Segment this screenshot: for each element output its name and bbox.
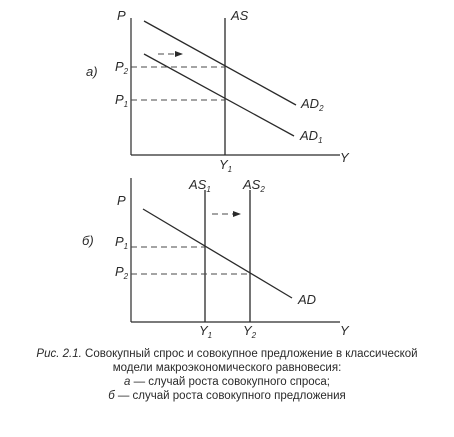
caption-line-3-text: — случай роста совокупного спроса; <box>130 376 330 388</box>
panel-a-ad2-curve <box>144 21 296 105</box>
figure-caption <box>20 347 434 403</box>
panel-a <box>86 8 350 174</box>
panel-b-axis-y-label: Y <box>340 323 349 338</box>
panel-b-ad-curve <box>143 209 292 298</box>
caption-figure-label: Рис. 2.1. <box>36 348 82 360</box>
panel-b <box>82 177 350 340</box>
caption-line-3 <box>20 375 434 389</box>
caption-line-1 <box>20 347 434 361</box>
panel-a-axis-p-label: P <box>117 8 126 23</box>
panel-b-axis-p-label: P <box>117 193 126 208</box>
panel-a-ad1-curve <box>144 54 294 136</box>
panel-b-as2-label: $AS_2$ <box>243 177 265 194</box>
panel-a-as-label: AS <box>231 8 249 23</box>
panel-b-p1-label: $P_1$ <box>115 234 129 251</box>
panel-b-as1-label: $AS_1$ <box>189 177 211 194</box>
caption-line-2: модели макроэкономического равновесия: <box>112 362 342 374</box>
caption-line-4 <box>20 389 434 403</box>
panel-a-y1-label: $Y_1$ <box>219 157 233 174</box>
panel-b-tag: б) <box>82 233 94 248</box>
caption-line-4-text: — случай роста совокупного предложения <box>114 390 346 402</box>
caption-line-4-letter: б <box>108 390 115 402</box>
panel-a-axis-y-label: Y <box>340 150 349 165</box>
panel-a-p2-label: $P_2$ <box>115 59 129 76</box>
caption-line-3-letter: а <box>124 376 131 388</box>
caption-line-1-text: Совокупный спрос и совокупное предложение в классической <box>81 348 418 360</box>
panel-a-tag: а) <box>86 64 98 79</box>
panel-a-p1-label: $P_1$ <box>115 92 129 109</box>
panel-b-y2-label: $Y_2$ <box>243 323 257 340</box>
panel-a-ad2-label: $AD_2$ <box>301 96 324 113</box>
panel-a-ad1-label: $AD_1$ <box>300 128 323 145</box>
panel-b-p2-label: $P_2$ <box>115 264 129 281</box>
panel-b-ad-label: AD <box>298 292 317 307</box>
panel-b-y1-label: $Y_1$ <box>199 323 213 340</box>
